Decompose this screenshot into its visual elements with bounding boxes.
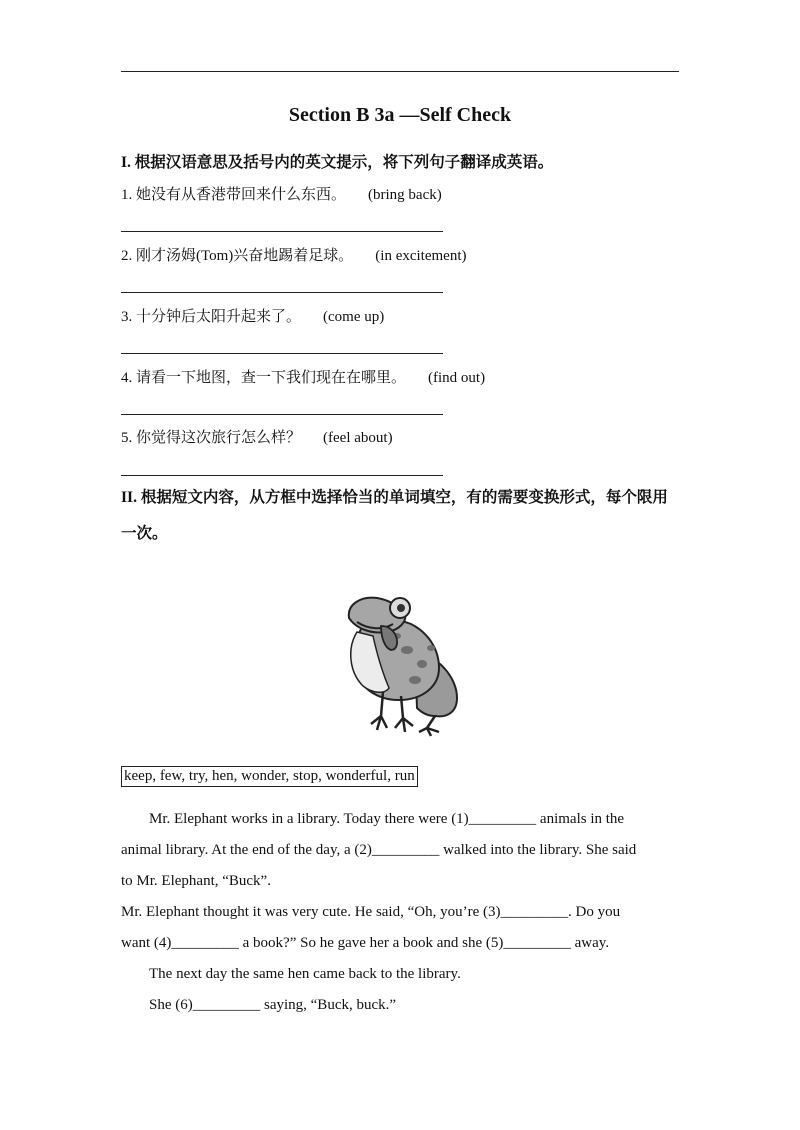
answer-line-5[interactable] <box>121 475 443 476</box>
answer-line-3[interactable] <box>121 353 443 354</box>
passage-line: want (4)_________ a book?” So he gave her a book and she (5)_________ away. <box>121 935 610 951</box>
passage-line: animal library. At the end of the day, a (2)_________ walked into the library. She said <box>121 842 637 858</box>
question-3-text: 3. 十分钟后太阳升起来了。 <box>121 309 302 325</box>
answer-line-2[interactable] <box>121 292 443 293</box>
question-4-hint: (find out) <box>428 370 486 386</box>
passage-line: Mr. Elephant thought it was very cute. He said, “Oh, you’re (3)_________. Do you <box>121 904 621 920</box>
question-1 <box>121 183 442 204</box>
page-title: Section B 3a —Self Check <box>288 104 512 126</box>
part2-heading: II. 根据短文内容，从方框中选择恰当的单词填空，有的需要变换形式，每个限用一次。 <box>121 489 668 542</box>
question-3 <box>121 305 384 326</box>
question-5 <box>121 426 393 447</box>
passage-line: Mr. Elephant works in a library. Today there were (1)_________ animals in the <box>149 811 625 827</box>
question-4 <box>121 366 485 387</box>
passage-line: She (6)_________ saying, “Buck, buck.” <box>149 997 397 1013</box>
header-rule <box>121 71 679 72</box>
passage-paragraph-1 <box>121 804 681 1021</box>
question-5-text: 5. 你觉得这次旅行怎么样？ <box>121 430 302 446</box>
answer-line-1[interactable] <box>121 231 443 232</box>
question-4-text: 4. 请看一下地图，查一下我们现在在哪里。 <box>121 370 407 386</box>
question-1-hint: (bring back) <box>368 187 442 203</box>
question-3-hint: (come up) <box>323 309 385 325</box>
question-5-hint: (feel about) <box>323 430 393 446</box>
question-2-text: 2. 刚才汤姆(Tom)兴奋地踢着足球。 <box>121 248 354 264</box>
part1-heading: I. 根据汉语意思及括号内的英文提示，将下列句子翻译成英语。 <box>121 154 554 171</box>
passage-line: to Mr. Elephant, “Buck”. <box>121 873 271 889</box>
frog-illustration <box>327 592 469 740</box>
word-box: keep, few, try, hen, wonder, stop, wonderful, run <box>121 766 418 787</box>
answer-line-4[interactable] <box>121 414 443 415</box>
question-2 <box>121 244 467 265</box>
question-1-text: 1. 她没有从香港带回来什么东西。 <box>121 187 347 203</box>
question-2-hint: (in excitement) <box>375 248 467 264</box>
passage-line: The next day the same hen came back to the library. <box>149 966 461 982</box>
